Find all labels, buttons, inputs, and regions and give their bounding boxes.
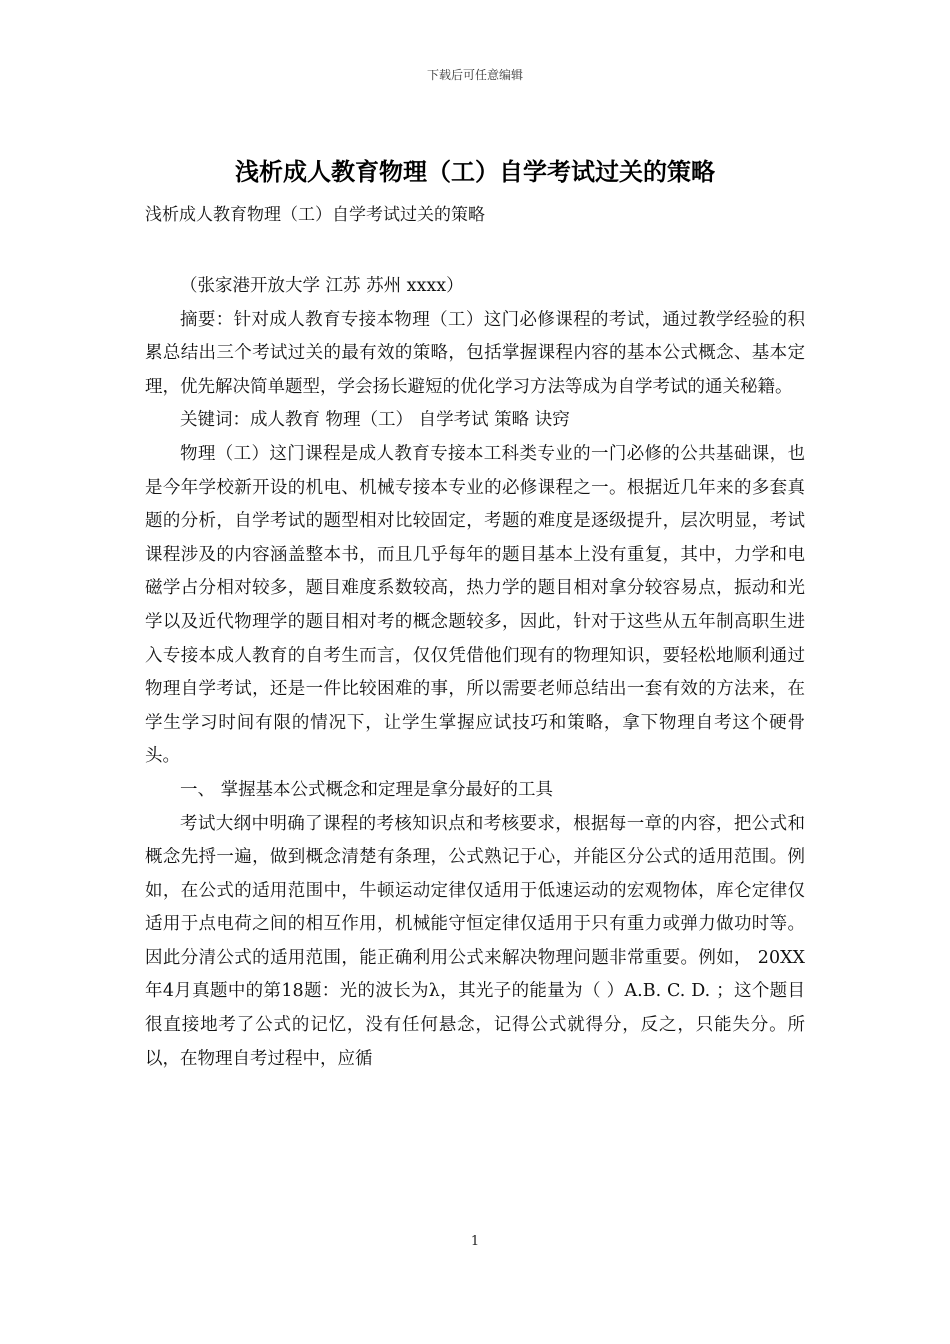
document-title: 浅析成人教育物理（工）自学考试过关的策略 <box>235 157 715 186</box>
header-note: 下载后可任意编辑 <box>426 68 523 82</box>
page-number: 1 <box>470 1234 480 1249</box>
document-body <box>145 270 805 1076</box>
intro-paragraph: 物理（工）这门课程是成人教育专接本工科类专业的一门必修的公共基础课，也是今年学校新开设的机电、机械专接本专业的必修课程之一。根据近几年来的多套真题的分析，自学考试的题型相对比较固定，考题的难度是逐级提升，层次明显，考试课程涉及的内容涵盖整本书，而且几乎每年的题目基本上没有重复，其中，力学和电磁学占分相对较多，题目难度系数较高，热力学的题目相对拿分较容易点，振动和光学以及近代物理学的题目相对考的概念题较多，因此，针对于这些从五年制高职生进入专接本成人教育的自考生而言，仅仅凭借他们现有的物理知识，要轻松地顺利通过物理自学考试，还是一件比较困难的事，所以需要老师总结出一套有效的方法来，在学生学习时间有限的情况下，让学生掌握应试技巧和策略，拿下物理自考这个硬骨头。 <box>145 443 805 767</box>
abstract-paragraph: 摘要：针对成人教育专接本物理（工）这门必修课程的考试，通过教学经验的积累总结出三个考试过关的最有效的策略，包括掌握课程内容的基本公式概念、基本定理，优先解决简单题型，学会扬长避短的优化学习方法等成为自学考试的通关秘籍。 <box>145 309 805 397</box>
document-subtitle: 浅析成人教育物理（工）自学考试过关的策略 <box>145 205 485 225</box>
author-affiliation: （张家港开放大学 江苏 苏州 xxxx） <box>180 276 464 296</box>
section-heading-1: 一、 掌握基本公式概念和定理是拿分最好的工具 <box>180 779 554 800</box>
keywords-paragraph: 关键词：成人教育 物理（工） 自学考试 策略 诀窍 <box>180 410 570 431</box>
section-1-paragraph: 考试大纲中明确了课程的考核知识点和考核要求，根据每一章的内容，把公式和概念先捋一遍，做到概念清楚有条理，公式熟记于心，并能区分公式的适用范围。例如，在公式的适用范围中，牛顿运动定律仅适用于低速运动的宏观物体，库仑定律仅适用于点电荷之间的相互作用，机械能守恒定律仅适用于只有重力或弹力做功时等。因此分清公式的适用范围，能正确利用公式来解决物理问题非常重要。例如， 20XX年4月真题中的第18题：光的波长为λ，其光子的能量为（ ）A.B. C. D. ；这个题目很直接地考了公式的记忆，没有任何悬念，记得公式就得分，反之，只能失分。所以，在物理自考过程中，应循 <box>145 813 805 1069</box>
